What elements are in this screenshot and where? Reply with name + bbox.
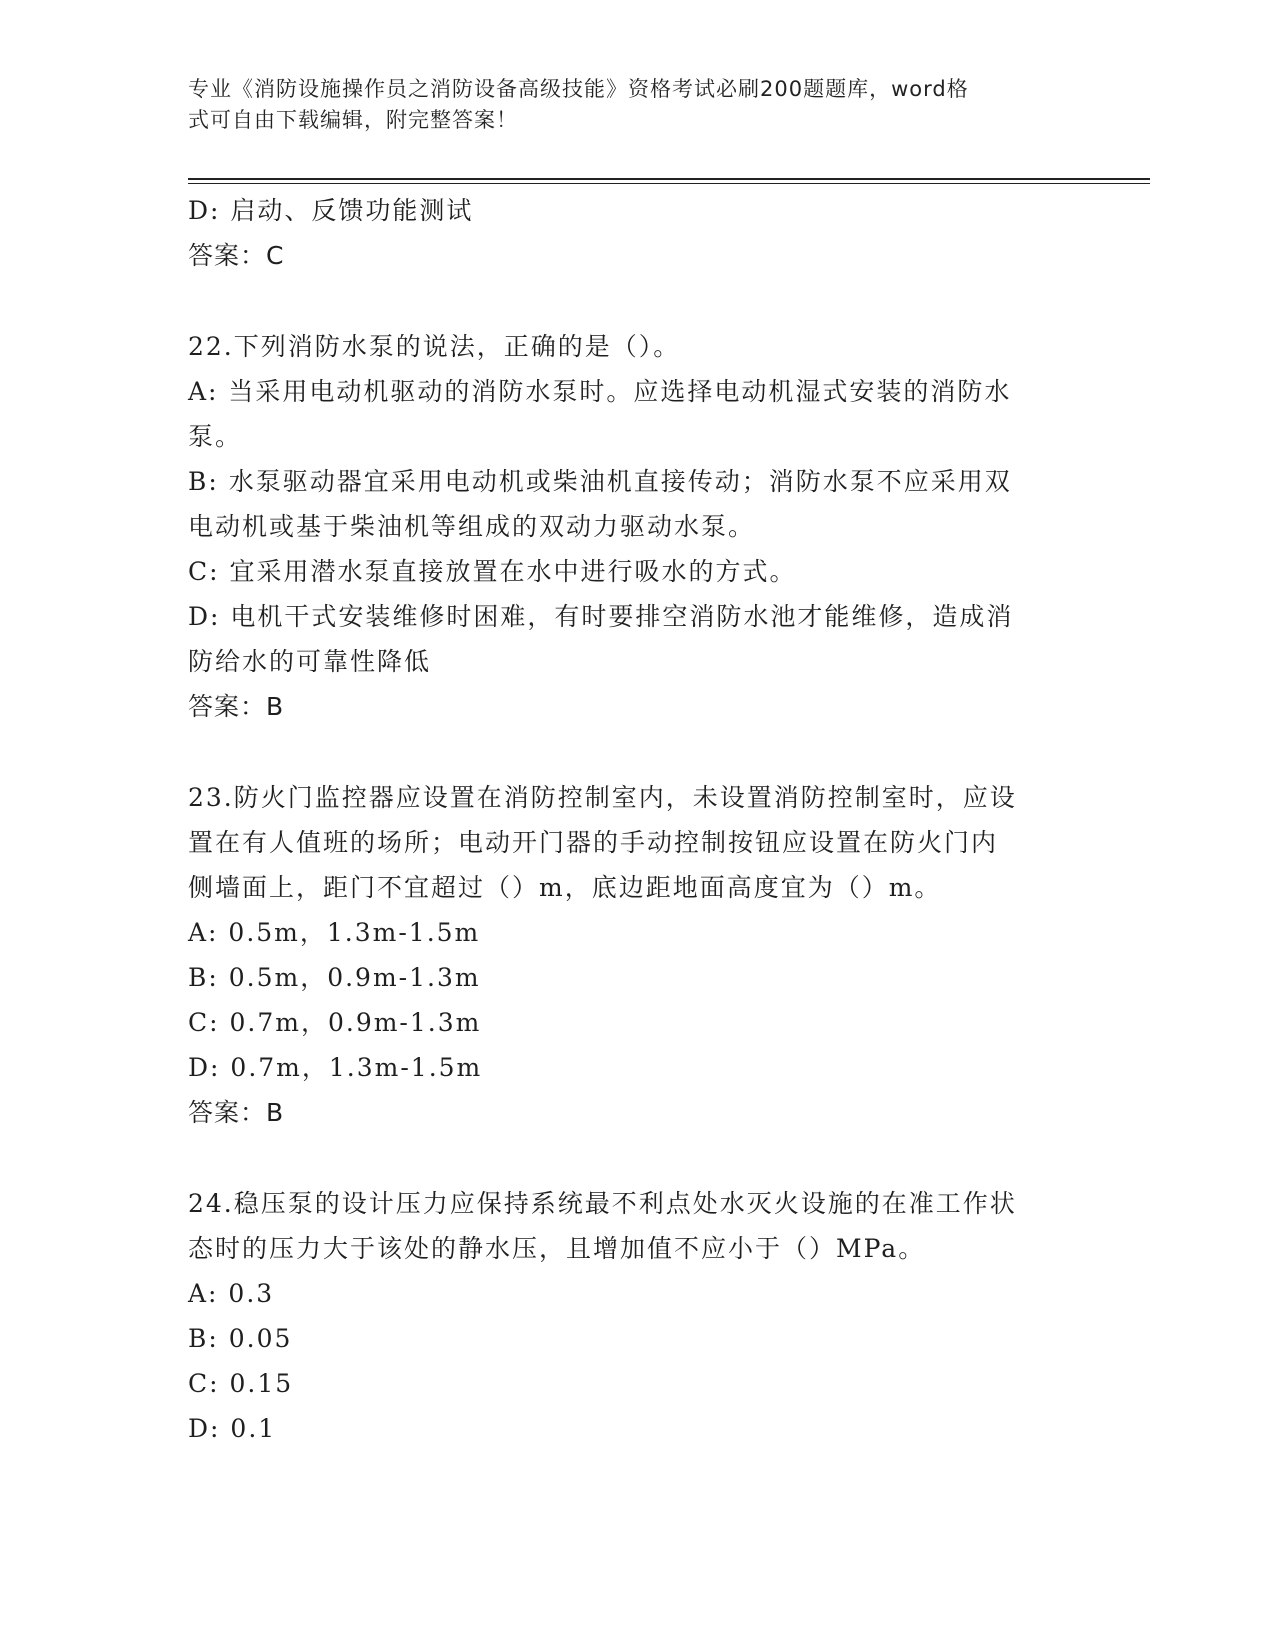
- question-stem: 22.下列消防水泵的说法，正确的是（）。: [188, 332, 681, 361]
- question-23: [188, 775, 1088, 1135]
- option-c: C: 宜采用潜水泵直接放置在水中进行吸水的方式。: [188, 557, 797, 586]
- header-line-2: 式可自由下载编辑，附完整答案！: [188, 108, 518, 132]
- question-stem: 24.稳压泵的设计压力应保持系统最不利点处水灭火设施的在准工作状: [188, 1189, 1017, 1218]
- option-b-continued: 电动机或基于柴油机等组成的双动力驱动水泵。: [188, 512, 756, 541]
- option-d: D: 0.1: [188, 1414, 277, 1443]
- option-d: D: 电机干式安装维修时困难，有时要排空消防水池才能维修，造成消: [188, 602, 1014, 631]
- option-a-continued: 泵。: [188, 422, 243, 451]
- question-stem: 23.防火门监控器应设置在消防控制室内，未设置消防控制室时，应设: [188, 783, 1017, 812]
- option-a: A: 0.5m，1.3m-1.5m: [188, 918, 481, 947]
- answer-line: 答案：C: [188, 241, 285, 270]
- option-a: A: 0.3: [188, 1279, 275, 1308]
- option-c: C: 0.15: [188, 1369, 294, 1398]
- header-rule-thick: [188, 178, 1150, 180]
- document-header: [188, 74, 1068, 136]
- option-b: B: 水泵驱动器宜采用电动机或柴油机直接传动；消防水泵不应采用双: [188, 467, 1012, 496]
- question-22: [188, 324, 1088, 729]
- option-b: B: 0.05: [188, 1324, 293, 1353]
- question-24: [188, 1181, 1088, 1451]
- option-b: B: 0.5m，0.9m-1.3m: [188, 963, 481, 992]
- option-d-continued: 防给水的可靠性降低: [188, 647, 432, 676]
- option-d: D: 启动、反馈功能测试: [188, 196, 474, 225]
- option-d: D: 0.7m，1.3m-1.5m: [188, 1053, 483, 1082]
- header-rule-thin: [188, 183, 1150, 184]
- question-stem-continued: 置在有人值班的场所；电动开门器的手动控制按钮应设置在防火门内: [188, 828, 999, 857]
- question-stem-continued: 侧墙面上，距门不宜超过（）m，底边距地面高度宜为（）m。: [188, 873, 942, 902]
- document-body: [188, 188, 1088, 1451]
- option-a: A: 当采用电动机驱动的消防水泵时。应选择电动机湿式安装的消防水: [188, 377, 1012, 406]
- question-stem-continued: 态时的压力大于该处的静水压，且增加值不应小于（）MPa。: [188, 1234, 926, 1263]
- answer-line: 答案：B: [188, 692, 285, 721]
- header-line-1: 专业《消防设施操作员之消防设备高级技能》资格考试必刷200题题库，word格: [188, 77, 969, 101]
- option-c: C: 0.7m，0.9m-1.3m: [188, 1008, 482, 1037]
- answer-line: 答案：B: [188, 1098, 285, 1127]
- previous-question-tail: [188, 188, 1088, 278]
